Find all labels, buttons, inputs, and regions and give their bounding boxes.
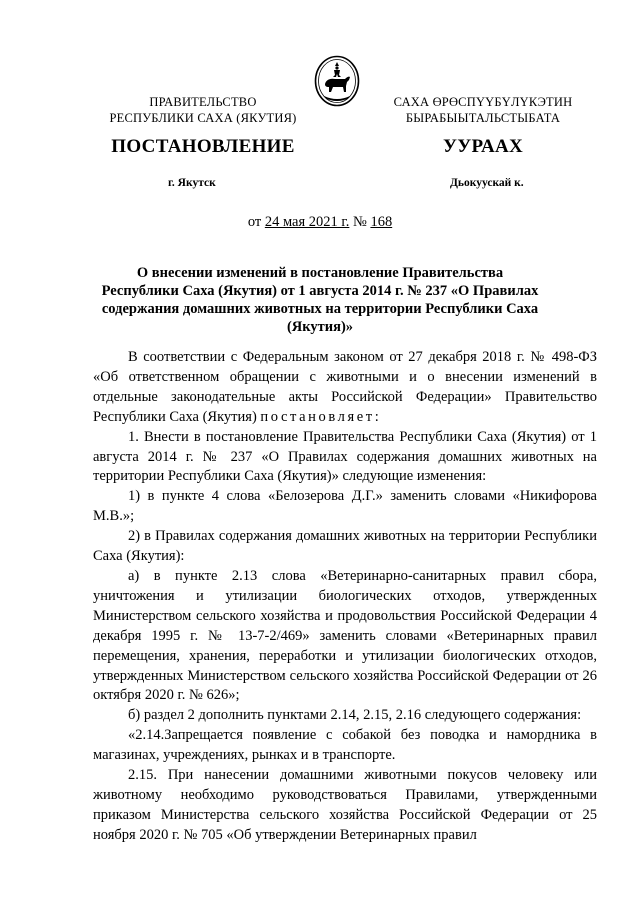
header-right-line1: САХА ӨРӨСПҮҮБҮЛҮКЭТИН — [393, 95, 573, 109]
dateline-prefix: от — [247, 214, 265, 230]
document-number: 168 — [370, 214, 393, 230]
paragraph-1-text: В соответствии с Федеральным законом от 27 декабря 2018 г. № 498-ФЗ «Об ответственном обращении с животными и о внесении изменений в отдельные законодательные акты Российской Федерации» Правительство Республики Саха (Якутия) — [93, 349, 597, 425]
document-subject: О внесении изменений в постановление Правительства Республики Саха (Якутия) от 1 августа 2014 г. № 237 «О Правилах содержания домашних животных на территории Республики Саха (Якутия)» — [101, 265, 539, 335]
body-paragraph-2: 1. Внести в постановление Правительства Республики Саха (Якутия) от 1 августа 2014 г. № 237 «О Правилах содержания домашних животных на территории Республики Саха (Якутия)» следующие изменения: — [93, 428, 597, 485]
body-paragraph-8: 2.15. При нанесении домашними животными покусов человеку или животному необходимо руководствоваться Правилами, утвержденными приказом Министерства сельского хозяйства Российской Федерации от 25 ноября 2020 г. № 705 «Об утверждении Ветеринарных правил — [93, 767, 597, 843]
doc-type-ru: ПОСТАНОВЛЕНИЕ — [111, 136, 295, 157]
dateline-number-prefix: № — [349, 214, 371, 230]
header-left-line2: РЕСПУБЛИКИ САХА (ЯКУТИЯ) — [109, 111, 297, 125]
document-date: 24 мая 2021 г. — [264, 214, 350, 230]
document-body — [93, 348, 597, 846]
doc-type-sakha: УУРААХ — [442, 136, 524, 157]
header-left-line1: ПРАВИТЕЛЬСТВО — [149, 95, 257, 109]
body-paragraph-5: а) в пункте 2.13 слова «Ветеринарно-санитарных правил сбора, уничтожения и утилизации биологических отходов, утвержденных Министерством сельского хозяйства и продовольствия Российской Федерации 4 декабря 1995 г. № 13-7-2/469» заменить словами «Ветеринарных правил перемещения, хранения, переработки и утилизации биологических отходов, утвержденных Министерством сельского хозяйства Российской Федерации от 26 октября 2020 г. № 626»; — [93, 567, 597, 704]
paragraph-1-end: : — [374, 408, 379, 425]
header-right — [368, 94, 598, 126]
city-sakha: Дьокуускай к. — [450, 177, 524, 189]
decree-word: постановляет — [260, 408, 375, 425]
body-paragraph-4: 2) в Правилах содержания домашних животных на территории Республики Саха (Якутия): — [93, 528, 597, 565]
body-paragraph-7: «2.14.Запрещается появление с собакой без поводка и намордника в магазинах, учреждениях, рынках и в транспорте. — [93, 727, 597, 764]
republic-emblem-icon — [314, 55, 360, 107]
body-paragraph-1 — [93, 348, 597, 428]
body-paragraph-6: б) раздел 2 дополнить пунктами 2.14, 2.15, 2.16 следующего содержания: — [128, 707, 582, 724]
body-paragraph-3: 1) в пункте 4 слова «Белозерова Д.Г.» заменить словами «Никифорова М.В.»; — [93, 488, 597, 525]
city-ru: г. Якутск — [168, 177, 216, 189]
header-right-line2: БЫРАБЫЫТАЛЬСТЫБАТА — [405, 111, 561, 125]
dateline — [0, 214, 640, 231]
header-left — [88, 94, 318, 126]
